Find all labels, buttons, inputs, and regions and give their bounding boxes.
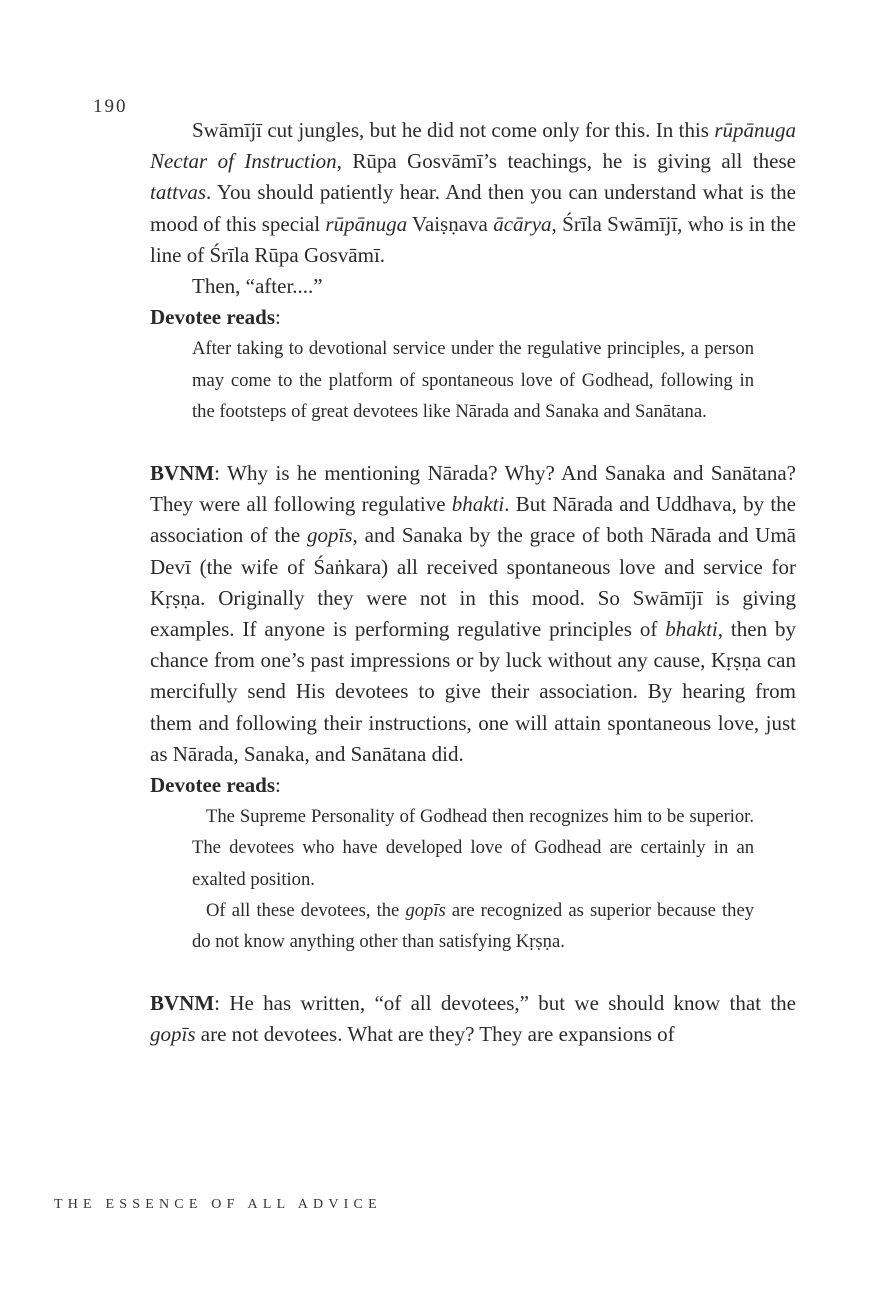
spacer <box>150 427 796 458</box>
text-run: are not devotees. What are they? They are expansions of <box>195 1022 675 1047</box>
page-number: 190 <box>93 96 128 117</box>
text-run: : He has written, “of all devotees,” but we should know that the <box>214 991 796 1016</box>
italic-term: ācārya <box>493 211 552 236</box>
italic-term: rūpānuga Nectar of Instruction <box>150 118 796 174</box>
text-run: , Rūpa Gosvāmī’s teachings, he is giving all these <box>336 149 796 174</box>
speaker-label: BVNM <box>150 461 215 486</box>
running-footer: THE ESSENCE OF ALL ADVICE <box>54 1197 382 1212</box>
text-run: are recognized as superior because they do not know anything other than satisfying Kṛṣṇa. <box>192 899 754 953</box>
text-run: Of all these devotees, the <box>206 899 406 921</box>
italic-term: gopīs <box>150 1022 196 1047</box>
italic-term: tattvas <box>150 180 206 205</box>
quote-text: The Supreme Personality of Godhead then recognizes him to be superior. The devotees who have developed love of Godhead are certainly in an exalted position. <box>192 806 754 890</box>
quoted-passage-1 <box>192 333 754 427</box>
paragraph-swamiji <box>150 115 796 271</box>
text-run: . But Nārada and Uddhava, by the association of the <box>150 492 796 548</box>
text-run: . You should patiently hear. And then you can understand what is the mood of this special <box>150 180 796 236</box>
paragraph-then-after: Then, “after....” <box>192 274 323 299</box>
italic-term: rūpānuga <box>325 211 408 236</box>
text-run: , then by chance from one’s past impressions or by luck without any cause, Kṛṣṇa can mercifully send His devotees to give their association. By hearing from them and following their instructions, one will attain spontaneous love, just as Nārada, Sanaka, and Sanātana did. <box>150 617 797 766</box>
quoted-passage-2 <box>192 801 754 957</box>
colon: : <box>275 773 281 798</box>
spacer <box>150 957 796 988</box>
speaker-line-devotee-1 <box>150 302 796 333</box>
italic-term: bhakti <box>451 492 505 517</box>
italic-term: gopīs <box>405 899 446 921</box>
main-text <box>150 115 796 1051</box>
text-run: : Why is he mentioning Nārada? Why? And Sanaka and Sanātana? They were all following regulative <box>150 461 796 517</box>
paragraph-bvnm-2 <box>150 988 796 1050</box>
italic-term: gopīs <box>307 523 353 548</box>
speaker-label: Devotee reads <box>150 773 275 798</box>
paragraph-bvnm-1 <box>150 458 796 770</box>
speaker-label: BVNM <box>150 991 215 1016</box>
quote-text: After taking to devotional service under the regulative principles, a person may come to the platform of spontaneous love of Godhead, following in the footsteps of great devotees like Nārada and Sanaka and Sanātana. <box>192 338 754 422</box>
speaker-line-devotee-2 <box>150 770 796 801</box>
text-run: Swāmījī cut jungles, but he did not come only for this. In this <box>192 118 715 142</box>
text-run: Vaiṣṇava <box>407 211 494 236</box>
colon: : <box>275 305 281 330</box>
speaker-label: Devotee reads <box>150 305 275 330</box>
italic-term: bhakti <box>665 617 718 642</box>
quote-text <box>192 895 754 957</box>
text-run: , Śrīla Swāmījī, who is in the line of Śrīla Rūpa Gosvāmī. <box>150 211 796 267</box>
text-run: , and Sanaka by the grace of both Nārada and Umā Devī (the wife of Śaṅkara) all received spontaneous love and service for Kṛṣṇa. Originally they were not in this mood. So Swāmījī is giving examples. If anyone is performing regulative principles of <box>150 523 796 642</box>
